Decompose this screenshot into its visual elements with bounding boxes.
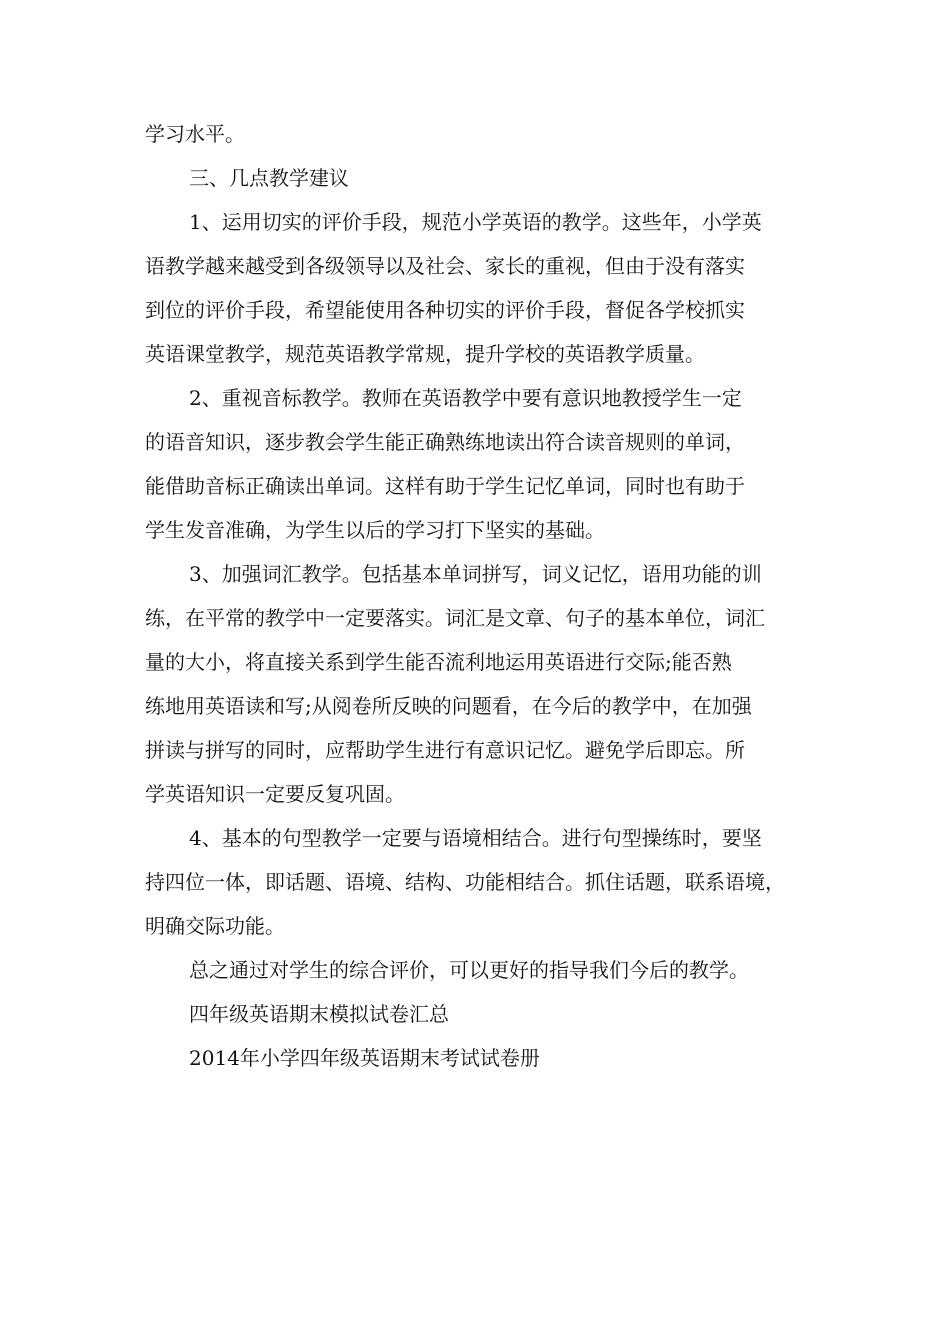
text-line: 学英语知识一定要反复巩固。 [145, 782, 405, 806]
text-line: 到位的评价手段，希望能使用各种切实的评价手段，督促各学校抓实 [145, 298, 745, 322]
suggestion-3-paragraph [145, 552, 807, 816]
text-line: 语教学越来越受到各级领导以及社会、家长的重视，但由于没有落实 [145, 254, 745, 278]
suggestion-4-paragraph [145, 816, 807, 948]
document-body [145, 112, 807, 1080]
paragraph-closing-fragment [145, 112, 807, 156]
title-line-summary-collection [145, 992, 807, 1036]
text-line: 3、加强词汇教学。包括基本单词拼写，词义记忆，语用功能的训 [189, 562, 762, 586]
text-line: 总之通过对学生的综合评价，可以更好的指导我们今后的教学。 [189, 958, 749, 982]
text-line: 三、几点教学建议 [189, 166, 349, 190]
suggestion-1-paragraph [145, 200, 807, 376]
summary-paragraph [145, 948, 807, 992]
title-line-exam-booklet [145, 1036, 807, 1080]
suggestion-2-paragraph [145, 376, 807, 552]
section-heading [145, 156, 807, 200]
text-line: 学生发音准确，为学生以后的学习打下坚实的基础。 [145, 518, 605, 542]
text-line: 明确交际功能。 [145, 914, 285, 938]
text-line: 的语音知识，逐步教会学生能正确熟练地读出符合读音规则的单词， [145, 430, 745, 454]
text-line: 能借助音标正确读出单词。这样有助于学生记忆单词，同时也有助于 [145, 474, 745, 498]
text-line: 拼读与拼写的同时，应帮助学生进行有意识记忆。避免学后即忘。所 [145, 738, 745, 762]
text-line: 持四位一体，即话题、语境、结构、功能相结合。抓住话题，联系语境， [145, 870, 785, 894]
text-line: 英语课堂教学，规范英语教学常规，提升学校的英语教学质量。 [145, 342, 705, 366]
text-line: 4、基本的句型教学一定要与语境相结合。进行句型操练时，要坚 [189, 826, 762, 850]
text-line: 1、运用切实的评价手段，规范小学英语的教学。这些年，小学英 [189, 210, 762, 234]
text-line: 练，在平常的教学中一定要落实。词汇是文章、句子的基本单位，词汇 [145, 606, 765, 630]
text-line: 2014年小学四年级英语期末考试试卷册 [189, 1046, 540, 1070]
text-line: 学习水平。 [145, 122, 245, 146]
text-line: 四年级英语期末模拟试卷汇总 [189, 1002, 449, 1026]
text-line: 练地用英语读和写;从阅卷所反映的问题看，在今后的教学中，在加强 [145, 694, 752, 718]
text-line: 2、重视音标教学。教师在英语教学中要有意识地教授学生一定 [189, 386, 742, 410]
text-line: 量的大小，将直接关系到学生能否流利地运用英语进行交际;能否熟 [145, 650, 732, 674]
